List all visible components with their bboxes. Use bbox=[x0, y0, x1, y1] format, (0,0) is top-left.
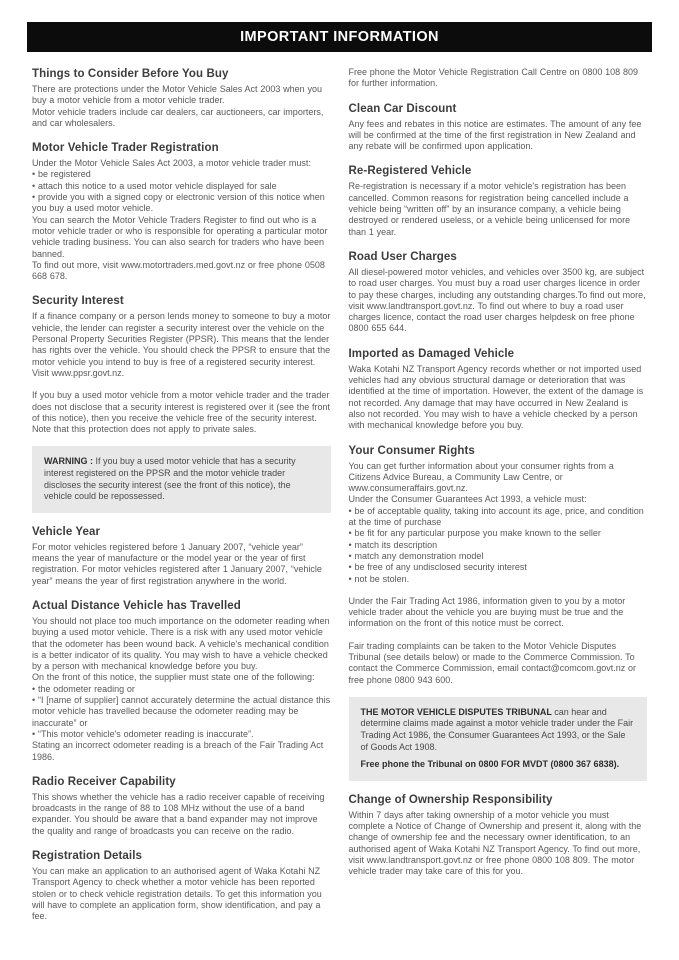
paragraph: Under the Fair Trading Act 1986, information given to you by a motor vehicle trader about the vehicle you are buying must be true and the information on the front of this notice must be correct. bbox=[348, 595, 626, 629]
bullet-item: • match its description bbox=[348, 539, 438, 550]
section-vehicle-year bbox=[32, 526, 331, 587]
paragraph: For motor vehicles registered before 1 January 2007, “vehicle year” means the year of manufacture or the model year or the year of first registration. For motor vehicles registered after 1 January 2007, “vehicle year” means the year of first registration anywhere in the world. bbox=[32, 541, 322, 586]
bullet-item: • the odometer reading or bbox=[32, 683, 135, 694]
paragraph: To find out more, visit www.motortraders.med.govt.nz or free phone 0508 668 678. bbox=[32, 259, 325, 282]
paragraph: Under the Motor Vehicle Sales Act 2003, a motor vehicle trader must: bbox=[32, 158, 311, 169]
bullet-item: • be fit for any particular purpose you make known to the seller bbox=[348, 528, 601, 539]
box-text: If you buy a used motor vehicle that has a security interest registered on the PPSR and the motor vehicle trader discloses the security interest (see the front of this notice), the vehicle could be repossessed. bbox=[44, 456, 296, 502]
box-text-bold: WARNING : bbox=[44, 456, 96, 467]
section-road-user-charges bbox=[349, 251, 648, 335]
paragraph: If a finance company or a person lends money to someone to buy a motor vehicle, the lender can register a security interest over the vehicle on the Personal Property Securities Register (PPSR). This means that the lender has rights over the vehicle. You should check the PPSR to ensure that the motor vehicle you intend to buy is free of a registered security interest. Visit www.ppsr.govt.nz. bbox=[32, 311, 331, 378]
paragraph: Within 7 days after taking ownership of a motor vehicle you must complete a Notice of Change of Ownership and present it, along with the change of ownership fee and the necessary owner identification, to an authorised agent of Waka Kotahi NZ Transport Agency. To find out more, visit www.landtransport.govt.nz or free phone 0800 108 809. The motor vehicle trader may take care of this for you. bbox=[348, 809, 642, 877]
section-heading: Security Interest bbox=[32, 295, 124, 308]
page-title: IMPORTANT INFORMATION bbox=[240, 29, 439, 45]
section-heading: Re-Registered Vehicle bbox=[348, 165, 472, 178]
section-heading: Registration Details bbox=[32, 850, 142, 863]
section-things-to-consider-before-you-buy bbox=[32, 68, 331, 129]
paragraph: Waka Kotahi NZ Transport Agency records whether or not imported used vehicles had any obvious structural damage or deterioration that was identified at the time of importation. However, the extent of the damage is not recorded. Any damage that may have occurred in New Zealand is also not recorded. You may wish to have a vehicle checked by a person with mechanical knowledge before you buy. bbox=[348, 363, 644, 431]
section-actual-distance-vehicle-has-travelled bbox=[32, 600, 331, 763]
header-bar bbox=[27, 22, 652, 52]
box-text: can hear and determine claims made against a motor vehicle trader under the Fair Trading Act 1986, the Consumer Guarantees Act 1993, or the Sale of Goods Act 1908. bbox=[360, 706, 634, 752]
section-radio-receiver-capability bbox=[32, 776, 331, 837]
paragraph: This shows whether the vehicle has a radio receiver capable of receiving broadcasts in the range of 88 to 108 MHz without the use of a band expander. You should be aware that a band expander may not improve the quality and range of broadcasts you can receive on the radio. bbox=[32, 791, 325, 836]
section-heading: Road User Charges bbox=[348, 250, 457, 263]
section-registration-details bbox=[32, 850, 331, 922]
box-text-bold: Free phone the Tribunal on 0800 FOR MVDT (0800 367 6838). bbox=[360, 759, 620, 770]
left-column bbox=[32, 67, 331, 923]
box-text-bold: THE MOTOR VEHICLE DISPUTES TRIBUNAL bbox=[360, 706, 555, 717]
section-motor-vehicle-trader-registration bbox=[32, 142, 331, 282]
box-paragraph bbox=[44, 456, 319, 502]
paragraph: All diesel-powered motor vehicles, and vehicles over 3500 kg, are subject to road user charges. You must buy a road user charges licence in order to pay these charges, including any outstanding charges.To find out more, visit www.landtransport.govt.nz. To find out where to buy a road user charges licence, contact the road user charges helpdesk on free phone 0800 655 644. bbox=[348, 266, 646, 334]
section-heading: Change of Ownership Responsibility bbox=[348, 793, 553, 806]
section-security-interest bbox=[32, 295, 331, 435]
notice-box bbox=[349, 697, 648, 781]
paragraph: You can search the Motor Vehicle Traders Register to find out who is a motor vehicle trader or who is responsible for operating a particular motor vehicle trading business. You can also search for traders who have been banned. bbox=[32, 214, 328, 259]
bullet-item: • be registered bbox=[32, 169, 91, 180]
paragraph: Re-registration is necessary if a motor vehicle's registration has been cancelled. Common reasons for registration being cancelled include a vehicle being “written off” by an insurance company, a vehicle being destroyed or rendered useless, or a vehicle being unlicensed for more than 1 year. bbox=[348, 181, 631, 237]
bullet-item: • attach this notice to a used motor vehicle displayed for sale bbox=[32, 180, 277, 191]
bullet-item: • be of acceptable quality, taking into account its age, price, and condition at the time of purchase bbox=[348, 505, 644, 528]
section-heading: Clean Car Discount bbox=[348, 102, 457, 115]
section-your-consumer-rights bbox=[349, 445, 648, 686]
paragraph: Free phone the Motor Vehicle Registration Call Centre on 0800 108 809 for further information. bbox=[348, 67, 638, 89]
section-imported-as-damaged-vehicle bbox=[349, 348, 648, 432]
section-heading: Your Consumer Rights bbox=[348, 444, 475, 457]
bullet-item: • match any demonstration model bbox=[348, 550, 484, 561]
section-untitled bbox=[349, 67, 648, 90]
box-paragraph bbox=[361, 759, 636, 771]
section-re-registered-vehicle bbox=[349, 165, 648, 237]
section-clean-car-discount bbox=[349, 103, 648, 153]
section-heading: Imported as Damaged Vehicle bbox=[348, 347, 515, 360]
section-untitled bbox=[32, 446, 331, 512]
bullet-item: • “This motor vehicle's odometer reading is inaccurate”. bbox=[32, 728, 254, 739]
section-heading: Things to Consider Before You Buy bbox=[32, 68, 229, 80]
paragraph: There are protections under the Motor Vehicle Sales Act 2003 when you buy a motor vehicle from a motor vehicle trader. bbox=[32, 84, 322, 106]
right-column bbox=[349, 67, 648, 923]
section-untitled bbox=[349, 697, 648, 781]
paragraph: Stating an incorrect odometer reading is a breach of the Fair Trading Act 1986. bbox=[32, 740, 324, 762]
paragraph: Any fees and rebates in this notice are estimates. The amount of any fee will be confirmed at the time of the first registration in New Zealand and any rebate will be confirmed upon application. bbox=[348, 118, 642, 152]
paragraph: Under the Consumer Guarantees Act 1993, a vehicle must: bbox=[348, 494, 587, 505]
bullet-item: • be free of any undisclosed security interest bbox=[348, 562, 527, 573]
section-heading: Motor Vehicle Trader Registration bbox=[32, 142, 219, 155]
section-heading: Vehicle Year bbox=[32, 525, 101, 538]
bullet-item: • “I [name of supplier] cannot accurately determine the actual distance this motor vehicle has travelled because the odometer reading may be inaccurate” or bbox=[32, 695, 331, 728]
paragraph: You can make an application to an authorised agent of Waka Kotahi NZ Transport Agency to check whether a motor vehicle has been reported stolen or to check vehicle registration details. To get this information you will have to complete an application form, show identification, and pay a fee. bbox=[32, 866, 322, 922]
paragraph: You can get further information about your consumer rights from a Citizens Advice Bureau, a Community Law Centre, or www.consumeraffairs.govt.nz. bbox=[348, 460, 614, 494]
paragraph: Fair trading complaints can be taken to the Motor Vehicle Disputes Tribunal (see details below) or made to the Commerce Commission. To contact the Commerce Commission, email contact@comcom.govt.nz or free phone 0800 943 600. bbox=[348, 640, 637, 685]
section-heading: Radio Receiver Capability bbox=[32, 775, 176, 788]
two-column-layout bbox=[27, 67, 652, 923]
bullet-item: • not be stolen. bbox=[348, 573, 410, 584]
section-change-of-ownership-responsibility bbox=[349, 794, 648, 878]
paragraph: You should not place too much importance on the odometer reading when buying a used motor vehicle. There is a risk with any used motor vehicle that the odometer has been wound back. A vehicle's mechanical condition is a better indicator of its quality. You may wish to have a vehicle checked by a person with mechanical knowledge before you buy. bbox=[32, 615, 330, 672]
paragraph: If you buy a used motor vehicle from a motor vehicle trader and the trader does not disclose that a security interest is registered over it (see the front of this notice), then you receive the vehicle free of the security interest. Note that this protection does not apply to private sales. bbox=[32, 390, 331, 435]
bullet-item: • provide you with a signed copy or electronic version of this notice when you buy a used motor vehicle. bbox=[32, 192, 325, 214]
paragraph: On the front of this notice, the supplier must state one of the following: bbox=[32, 672, 315, 683]
box-paragraph bbox=[361, 707, 636, 753]
notice-box bbox=[32, 446, 331, 512]
section-heading: Actual Distance Vehicle has Travelled bbox=[32, 599, 241, 612]
paragraph: Motor vehicle traders include car dealers, car auctioneers, car importers, and car wholesalers. bbox=[32, 106, 324, 128]
